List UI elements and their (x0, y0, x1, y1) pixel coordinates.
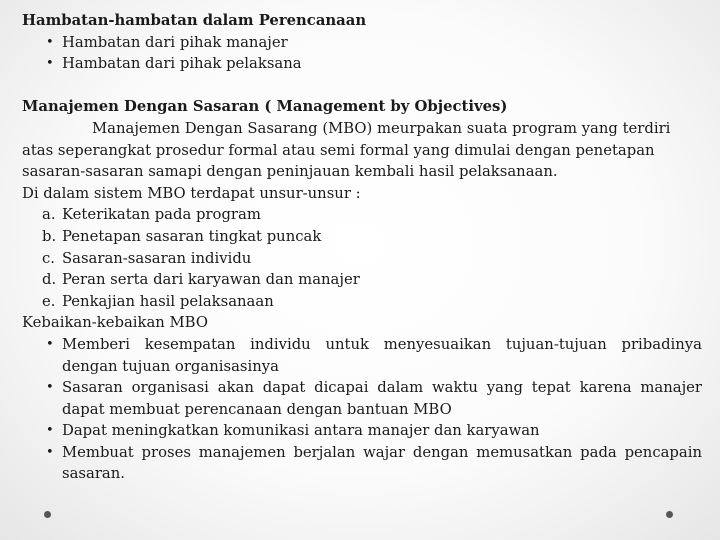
list-marker: e. (42, 292, 56, 310)
slide-content (22, 10, 702, 485)
list-item (22, 291, 702, 313)
list-text: Penkajian hasil pelaksanaan (62, 292, 274, 310)
bullet-item: • Hambatan dari pihak manajer (22, 32, 702, 54)
list-item (22, 269, 702, 291)
section-title-mbo: Manajemen Dengan Sasaran ( Management by Objectives) (22, 98, 508, 116)
list-marker: c. (42, 249, 55, 267)
paragraph-line: sasaran-sasaran samapi dengan peninjauan kembali hasil pelaksanaan. (22, 163, 558, 181)
bullet-item: • Memberi kesempatan individu untuk menyesuaikan tujuan-tujuan pribadinya dengan tujuan organisasinya (22, 334, 702, 377)
list-text: Peran serta dari karyawan dan manajer (62, 271, 360, 289)
paragraph-line: atas seperangkat prosedur formal atau semi formal yang dimulai dengan penetapan (22, 141, 655, 159)
footer-dot-right (666, 511, 673, 518)
list-text: Keterikatan pada program (62, 206, 261, 224)
list-marker: a. (42, 206, 56, 224)
elements-intro: Di dalam sistem MBO terdapat unsur-unsur : (22, 184, 361, 202)
list-marker: b. (42, 227, 57, 245)
paragraph-line: Manajemen Dengan Sasarang (MBO) meurpakan suata program yang terdiri (92, 119, 671, 137)
section-title-hambatan: Hambatan-hambatan dalam Perencanaan (22, 12, 367, 29)
list-item (22, 226, 702, 248)
bullet-item: • Dapat meningkatkan komunikasi antara manajer dan karyawan (22, 420, 702, 442)
bullet-item: • Membuat proses manajemen berjalan wajar dengan memusatkan pada pencapain sasaran. (22, 442, 702, 485)
list-item (22, 248, 702, 270)
spacer (22, 75, 702, 97)
list-marker: d. (42, 271, 57, 289)
section-title-kebaikan: Kebaikan-kebaikan MBO (22, 314, 208, 332)
mbo-paragraph (22, 118, 702, 183)
bullet-item: • Sasaran organisasi akan dapat dicapai dalam waktu yang tepat karena manajer dapat membuat perencanaan dengan bantuan MBO (22, 377, 702, 420)
list-item (22, 204, 702, 226)
list-text: Penetapan sasaran tingkat puncak (62, 227, 322, 245)
footer-dot-left (44, 511, 51, 518)
bullet-item: • Hambatan dari pihak pelaksana (22, 53, 702, 75)
list-text: Sasaran-sasaran individu (62, 249, 252, 267)
